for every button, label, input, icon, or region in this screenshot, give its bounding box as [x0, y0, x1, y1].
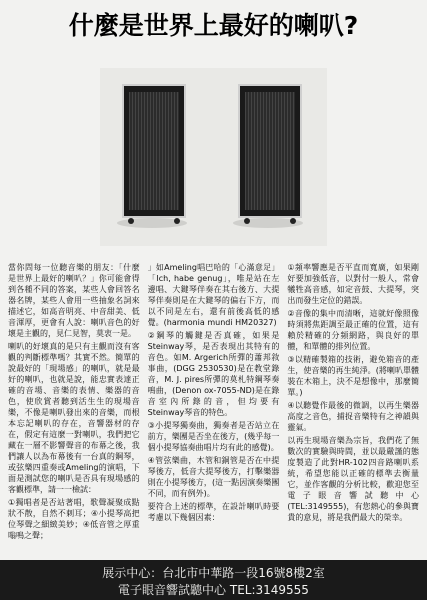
body-text — [8, 262, 419, 558]
speaker-right-image — [238, 84, 302, 218]
column-right — [287, 262, 419, 558]
speaker-foot — [290, 218, 296, 224]
speaker-grille — [129, 92, 179, 210]
speaker-foot — [174, 218, 180, 224]
paragraph: 」如Ameling唱巴哈的「心滿意足」「Ich, habe genug」，唯是站在左邊唱、大鍵琴伴奏在其右後方、大提琴伴奏則是在大鍵琴的偏右下方，而以不同是左右，還有前後高低的感覺。(harmonia mundi HM20327) — [147, 263, 280, 327]
paragraph: 要符合上述的標準，在設計喇叭時要考慮以下幾個因素： — [147, 502, 280, 522]
column-middle — [148, 262, 280, 558]
paragraph: ④以聽覺作最後的微調，以再生樂器高度之音色，捕捉音樂特有之神韻與靈氣。 — [287, 401, 420, 432]
paragraph: ④管弦樂曲，木管和銅管是否在中提琴後方，低音大提琴後方，打擊樂器則在小提琴後方，(這一點因演奏樂團不同，而有例外)。 — [147, 456, 280, 498]
paragraph: ①獨唱者是否站著唱，歌聲凝聚成點狀不散，自然不刺耳；④小提琴高把位琴聲之細緻美妙；④低音管之厚重嗡鳴之聲； — [8, 498, 140, 540]
listening-center-phone: 電子眼音響試聽中心 TEL:3149555 — [118, 583, 309, 597]
paragraph: 當你問每一位聽音樂的朋友：「什麼是世界上最好的喇叭？」你可能會得到各種不同的答案，某些人會回答名器名牌，某些人會用一些抽象名詞來描述它，如高音明亮、中音甜美、低音渾厚，更會有人說：喇叭音色的好壞是主觀的，見仁見智，莫衷一是。 — [8, 263, 140, 338]
speaker-foot — [128, 218, 134, 224]
headline: 什麼是世界上最好的喇叭? — [68, 11, 359, 40]
speaker-foot — [244, 218, 250, 224]
paragraph: 以再生現場音樂為宗旨，我們花了無數次的實驗與時間，並以最嚴謹的態度製造了此對HR-102四音路喇叭系統，希望您能以正確的標準去衡量它，並作客觀的分析比較，歡迎您至電子眼音響試聽中心(TEL:3149555)，有您熱心的參與寶貴的意見，將是我們最大的榮幸。 — [287, 436, 420, 522]
paragraph: ②音像的集中而清晰，這就好像照像時須將焦距調至最正確的位置，這有賴於精確的分頻網路，與良好的單體，和單體的排列位置。 — [287, 309, 420, 351]
paragraph: ②鋼琴的觸鍵是否真確，如果是Steinway琴，是否表現出其特有的音色。如M. Argerich所彈的蕭邦敘事曲，(DGG 2530530)是在教堂錄音，M. J. pires所彈的莫札特鋼琴奏鳴曲，(Denon ox-7055-ND)是在錄音室內所錄的音，但均要有Steinway琴音的特色。 — [147, 331, 280, 417]
footer-banner — [0, 560, 427, 600]
speaker-photo — [100, 68, 327, 246]
showroom-address: 展示中心：台北市中華路一段16號8樓2室 — [102, 566, 325, 580]
paragraph: ③以精確製箱的技術，避免箱音的產生，使音樂的再生純淨。(將喇叭單體裝在木箱上，決不是想像中，那麼簡單。) — [287, 355, 420, 397]
paragraph: ①頻率響應是否平直而寬廣，如果剛好要加強低音，以對付一般人，常會犧牲高音感，如定音鼓、大提琴，突出而發生定位的錯誤。 — [287, 263, 420, 305]
speaker-left-image — [122, 84, 186, 218]
speaker-grille — [245, 92, 295, 210]
column-left — [8, 262, 140, 558]
paragraph: ③小提琴獨奏曲，獨奏者是否站立在前方，樂團是否坐在後方，(幾乎每一個小提琴協奏曲唱片均有此的感覺)。 — [147, 421, 280, 452]
paragraph: 喇叭的好壞真的是只有主觀而沒有客觀的判斷標準嗎？其實不然。簡單的說最好的「現場感」的喇叭，就是最好的喇叭，也就是說，能忠實表達正確的音場、音樂的表情、樂器的音色，使欣賞者聽到活生生的現場音樂，不像是喇叭發出來的音樂，而根本忘記喇叭的存在，音響器材的存在，假定有這麼一對喇叭，我們把它藏在一層不影響聲音的布幕之後，我們讓人以為布幕後有一台真的鋼琴，或弦樂四重奏或Ameling的演唱，下面是測試您的喇叭是否具有現場感的客觀標準，請一一檢試： — [8, 342, 140, 494]
